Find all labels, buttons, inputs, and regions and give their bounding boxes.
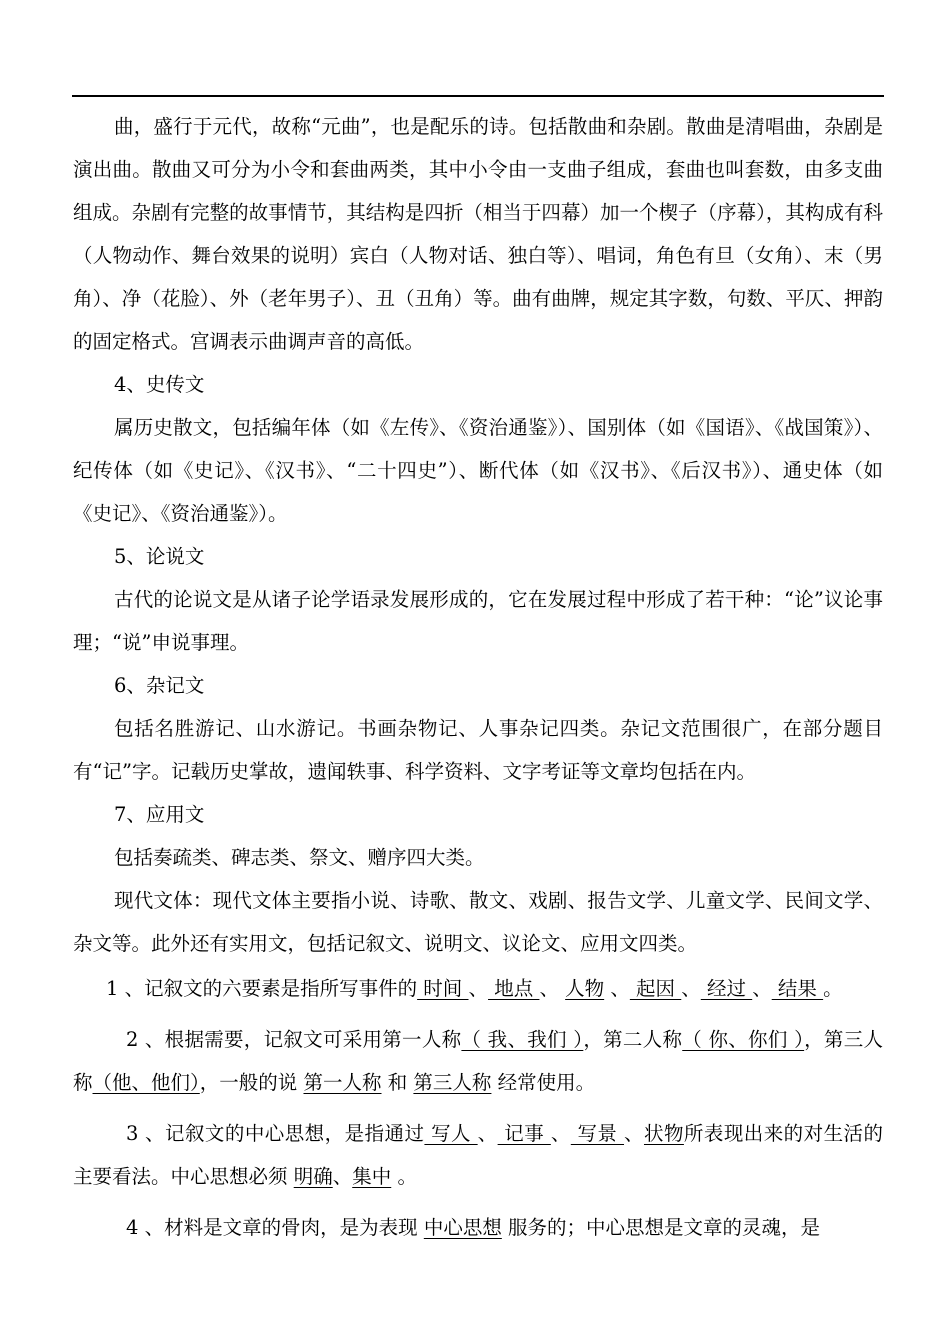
paragraph-lunshuo: 古代的论说文是从诸子论学语录发展形成的，它在发展过程中形成了若干种：“论”议论事理；“说”申说事理。 [73,588,883,654]
heading-shizhuan: 4、史传文 [114,373,205,396]
document-body [73,105,883,1249]
paragraph-xiandai: 现代文体：现代文体主要指小说、诗歌、散文、戏剧、报告文学、儿童文学、民间文学、杂文等。此外还有实用文，包括记叙文、说明文、议论文、应用文四类。 [73,889,883,955]
q2-end: 经常使用。 [491,1071,596,1094]
heading-yingyong: 7、应用文 [114,803,205,826]
answer-record-event: 记事 [497,1122,551,1145]
answer-central-idea: 中心思想 [423,1216,502,1239]
q2-mid: ，第三人称 [73,1028,883,1094]
answer-clear: 明确 [293,1165,333,1188]
answer-focused: 集中 [352,1165,392,1188]
q1-sep: 、 [681,977,701,1000]
q2-mid: ，第二人称 [583,1028,683,1051]
answer-cause: 起因 [629,977,682,1000]
question-2 [73,1018,883,1104]
answer-write-scene: 写景 [570,1122,625,1145]
q1-sep: 、 [468,977,489,1000]
q3-mid: 所表现出来的对生活的主要看法。中心思想必须 [73,1122,883,1188]
q1-sep: 、 [539,977,566,1000]
header-rule [72,95,884,97]
answer-first-person: （ 我、我们 ） [461,1028,584,1051]
q1-sep: 、 [604,977,630,1000]
answer-third-person: （他、他们） [92,1071,200,1094]
q2-mid: ，一般的说 [199,1071,304,1094]
heading-zaji: 6、杂记文 [114,674,205,697]
q1-sep: 、 [752,977,772,1000]
answer-third-person-term: 第三人称 [413,1071,492,1094]
q1-lead: 1 、记叙文的六要素是指所写事件的 [106,977,418,1000]
paragraph-zaji: 包括名胜游记、山水游记。书画杂物记、人事杂记四类。杂记文范围很广，在部分题目有“记”字。记载历史掌故，遗闻轶事、科学资料、文字考证等文章均包括在内。 [73,717,883,783]
answer-process: 经过 [700,977,753,1000]
q3-sep: 、 [332,1165,353,1188]
paragraph-shizhuan: 属历史散文，包括编年体（如《左传》、《资治通鉴》）、国别体（如《国语》、《战国策》）、纪传体（如《史记》、《汉书》、“二十四史”）、断代体（如《汉书》、《后汉书》）、通史体（如《史记》、《资治通鉴》）。 [73,416,883,525]
paragraph-yingyong: 包括奏疏类、碑志类、祭文、赠序四大类。 [114,846,485,869]
q4-lead: 4 、材料是文章的骨肉，是为表现 [126,1216,424,1239]
question-4 [73,1206,883,1249]
answer-result: 结果 [771,977,824,1000]
question-3 [73,1112,883,1198]
answer-describe-object: 状物 [643,1122,684,1145]
q3-end: 。 [391,1165,417,1188]
answer-place: 地点 [488,977,540,1000]
q4-end: 服务的；中心思想是文章的灵魂，是 [501,1216,821,1239]
answer-second-person: （ 你、你们 ） [682,1028,805,1051]
paragraph-qu: 曲，盛行于元代，故称“元曲”，也是配乐的诗。包括散曲和杂剧。散曲是清唱曲，杂剧是演出曲。散曲又可分为小令和套曲两类，其中小令由一支曲子组成，套曲也叫套数，由多支曲组成。杂剧有完整的故事情节，其结构是四折（相当于四幕）加一个楔子（序幕），其构成有科（人物动作、舞台效果的说明）宾白（人物对话、独白等）、唱词，角色有旦（女角）、末（男角）、净（花脸）、外（老年男子）、丑（丑角）等。曲有曲牌，规定其字数，句数、平仄、押韵的固定格式。宫调表示曲调声音的高低。 [73,115,883,353]
answer-time: 时间 [417,977,469,1000]
answer-first-person-term: 第一人称 [303,1071,382,1094]
question-1 [73,967,883,1010]
answer-person: 人物 [565,977,605,1000]
q1-end: 。 [823,977,843,1000]
q3-lead: 3 、记叙文的中心思想，是指通过 [126,1122,425,1145]
heading-lunshuo: 5、论说文 [114,545,205,568]
q2-mid: 和 [381,1071,414,1094]
q3-sep: 、 [624,1122,644,1145]
q3-sep: 、 [477,1122,498,1145]
q2-lead: 2 、根据需要，记叙文可采用第一人称 [126,1028,462,1051]
answer-write-person: 写人 [424,1122,478,1145]
q3-sep: 、 [550,1122,571,1145]
